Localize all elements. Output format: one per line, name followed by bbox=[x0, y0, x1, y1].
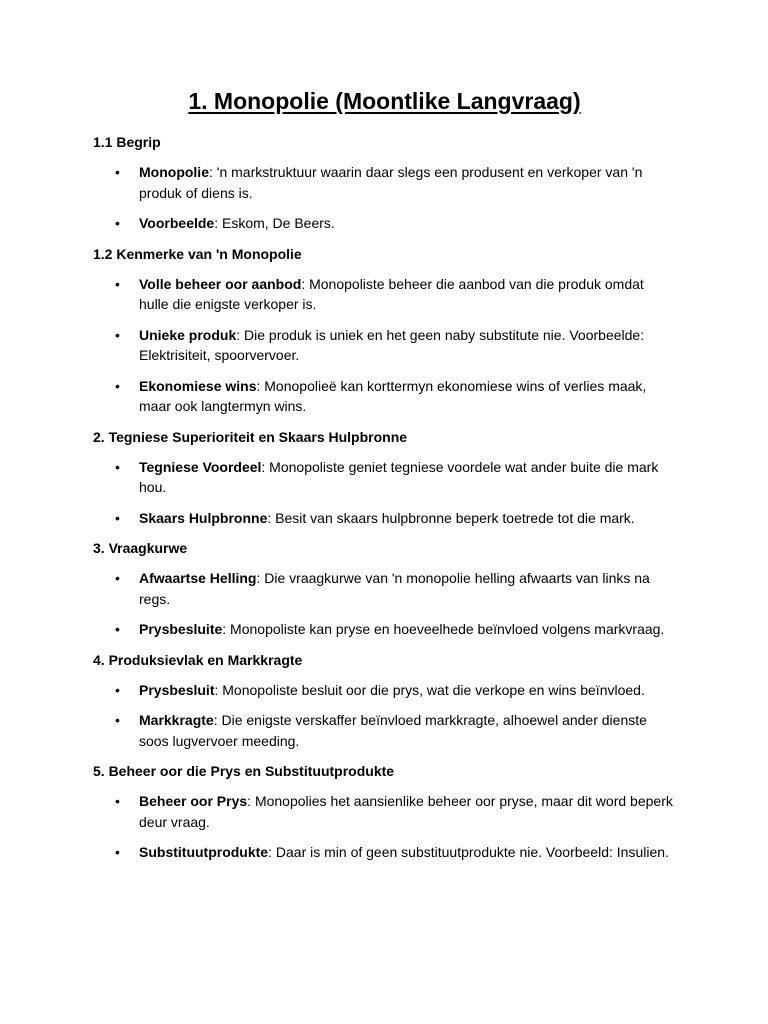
item-description: : Eskom, De Beers. bbox=[214, 215, 335, 231]
bullet-list bbox=[93, 274, 676, 417]
list-item bbox=[93, 710, 676, 751]
section bbox=[93, 538, 676, 640]
bullet-icon: • bbox=[115, 377, 120, 394]
item-description: : Monopolies het aansienlike beheer oor pryse, maar dit word beperk deur vraag. bbox=[139, 793, 673, 830]
bullet-list bbox=[93, 680, 676, 752]
bullet-icon: • bbox=[115, 275, 120, 292]
bullet-icon: • bbox=[115, 215, 120, 231]
list-item bbox=[93, 457, 676, 498]
item-term: Voorbeelde bbox=[139, 215, 215, 231]
item-term: Unieke produk bbox=[139, 326, 237, 343]
item-description: : Monopoliste beheer die aanbod van die produk omdat hulle die enigste verkoper is. bbox=[139, 275, 644, 312]
bullet-icon: • bbox=[115, 509, 120, 526]
list-item bbox=[93, 274, 676, 315]
section-heading: 3. Vraagkurwe bbox=[93, 540, 188, 556]
item-description: : Monopoliste besluit oor die prys, wat die verkope en wins beïnvloed. bbox=[214, 681, 645, 698]
bullet-icon: • bbox=[115, 793, 120, 809]
section bbox=[93, 244, 676, 417]
item-description: : Die vraagkurwe van 'n monopolie helling afwaarts van links na regs. bbox=[139, 570, 650, 607]
bullet-list bbox=[93, 791, 676, 863]
bullet-icon: • bbox=[115, 712, 120, 728]
list-item bbox=[93, 162, 676, 203]
item-term: Afwaartse Helling bbox=[139, 570, 257, 586]
section-heading: 4. Produksievlak en Markkragte bbox=[93, 651, 303, 668]
item-term: Tegniese Voordeel bbox=[139, 458, 262, 475]
section bbox=[93, 761, 676, 863]
bullet-icon: • bbox=[115, 570, 120, 586]
item-description: : Monopoliste geniet tegniese voordele wat ander buite die mark hou. bbox=[139, 458, 659, 495]
item-term: Volle beheer oor aanbod bbox=[139, 275, 302, 292]
bullet-icon: • bbox=[115, 458, 120, 475]
section-heading: 1.2 Kenmerke van 'n Monopolie bbox=[93, 245, 302, 262]
item-description: : Daar is min of geen substituutprodukte nie. Voorbeeld: Insulien. bbox=[268, 844, 669, 860]
item-term: Substituutprodukte bbox=[139, 844, 269, 860]
item-term: Markkragte bbox=[139, 712, 214, 728]
list-item bbox=[93, 376, 676, 417]
bullet-icon: • bbox=[115, 681, 120, 698]
section-heading: 5. Beheer oor die Prys en Substituutprodukte bbox=[93, 763, 395, 779]
bullet-list bbox=[93, 162, 676, 234]
list-item bbox=[93, 680, 676, 701]
sections-container bbox=[93, 132, 676, 863]
list-item bbox=[93, 791, 676, 832]
item-term: Prysbesluit bbox=[139, 681, 215, 698]
bullet-list bbox=[93, 457, 676, 529]
section-heading: 1.1 Begrip bbox=[93, 134, 161, 150]
section bbox=[93, 427, 676, 529]
item-description: : Besit van skaars hulpbronne beperk toetrede tot die mark. bbox=[267, 509, 635, 526]
item-description: : Monopoliste kan pryse en hoeveelhede beïnvloed volgens markvraag. bbox=[222, 621, 665, 637]
item-term: Prysbesluite bbox=[139, 621, 223, 637]
item-description: : Die produk is uniek en het geen naby substitute nie. Voorbeelde: Elektrisiteit, spoorvervoer. bbox=[139, 326, 645, 363]
bullet-icon: • bbox=[115, 844, 120, 860]
item-description: : Monopolieë kan korttermyn ekonomiese wins of verlies maak, maar ook langtermyn wins. bbox=[139, 377, 647, 414]
section bbox=[93, 650, 676, 752]
item-description: : 'n markstruktuur waarin daar slegs een produsent en verkoper van 'n produk of diens is. bbox=[139, 164, 643, 201]
page-title: 1. Monopolie (Moontlike Langvraag) bbox=[188, 88, 581, 114]
list-item bbox=[93, 213, 676, 234]
list-item bbox=[93, 619, 676, 640]
list-item bbox=[93, 508, 676, 529]
section bbox=[93, 132, 676, 234]
item-term: Skaars Hulpbronne bbox=[139, 509, 268, 526]
item-description: : Die enigste verskaffer beïnvloed markkragte, alhoewel ander dienste soos lugvervoer meeding. bbox=[139, 712, 647, 749]
section-heading: 2. Tegniese Superioriteit en Skaars Hulpbronne bbox=[93, 428, 408, 445]
bullet-icon: • bbox=[115, 164, 120, 180]
item-term: Beheer oor Prys bbox=[139, 793, 248, 809]
item-term: Monopolie bbox=[139, 164, 209, 180]
item-term: Ekonomiese wins bbox=[139, 377, 257, 394]
bullet-icon: • bbox=[115, 621, 120, 637]
list-item bbox=[93, 568, 676, 609]
list-item bbox=[93, 842, 676, 863]
bullet-list bbox=[93, 568, 676, 640]
bullet-icon: • bbox=[115, 326, 120, 343]
list-item bbox=[93, 325, 676, 366]
